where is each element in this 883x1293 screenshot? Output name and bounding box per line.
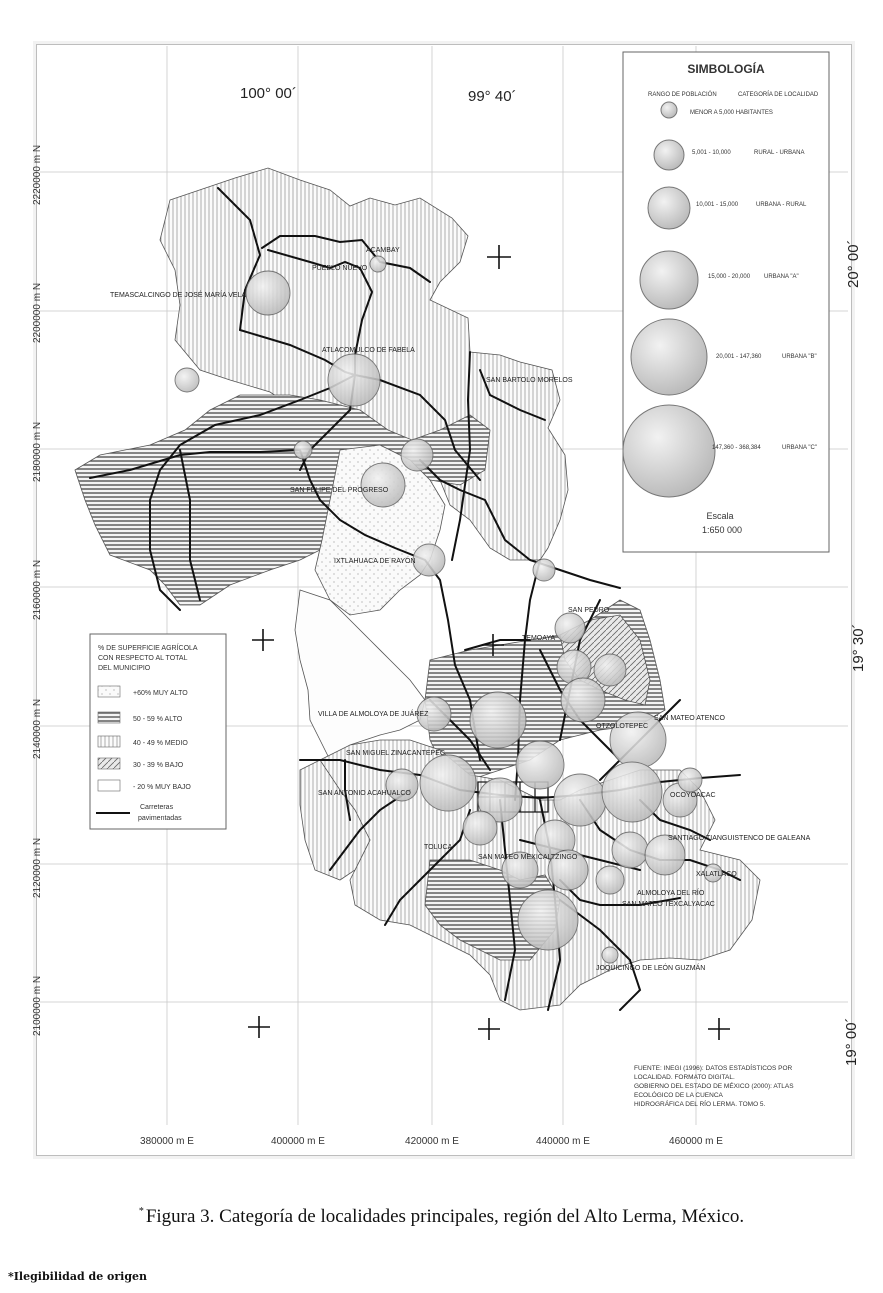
northing-label: 2160000 m N [32, 559, 43, 620]
lat-label-20: 20° 00´ [845, 239, 862, 288]
source-line: LOCALIDAD. FORMATO DIGITAL. [634, 1074, 735, 1081]
region-west-muybajo [295, 590, 425, 760]
legend-bubble [631, 319, 707, 395]
place-label: VILLA DE ALMOLOYA DE JUÁREZ [318, 711, 429, 718]
place-label: SAN MATEO MEXICALTZINGO [478, 854, 578, 861]
place-label: ALMOLOYA DEL RÍO [637, 890, 705, 897]
easting-label: 460000 m E [669, 1136, 723, 1147]
legend-swatch-muy-bajo [98, 780, 120, 791]
legend-category: URBANA "C" [782, 445, 817, 451]
simbologia-legend [623, 52, 829, 552]
place-label: XALATLACO [696, 871, 737, 878]
legend-swatch-bajo [98, 758, 120, 769]
caption-mark: * [138, 1206, 144, 1217]
legend-class-label: 50 - 59 % ALTO [133, 716, 183, 723]
easting-label: 380000 m E [140, 1136, 194, 1147]
place-label: SAN MATEO TEXCALYACAC [622, 901, 715, 908]
place-label: SAN BARTOLO MORELOS [486, 377, 573, 384]
place-label: TEMOAYA [522, 635, 556, 642]
agri-legend-title: % DE SUPERFICIE AGRÍCOLA [98, 645, 198, 652]
place-label: ACAMBAY [366, 247, 400, 254]
legend-bubble [654, 140, 684, 170]
source-line: HIDROGRÁFICA DEL RÍO LERMA. TOMO 5. [634, 1101, 766, 1108]
place-label: SANTIAGO TIANGUISTENCO DE GALEANA [668, 835, 811, 842]
source-line: FUENTE: INEGI (1996): DATOS ESTADÍSTICOS POR [634, 1065, 793, 1072]
lat-label-19: 19° 00´ [843, 1017, 860, 1066]
legend-bubble [661, 102, 677, 118]
legend-category: URBANA "A" [764, 274, 799, 280]
source-line: ECOLÓGICO DE LA CUENCA [634, 1092, 723, 1099]
legend-class-label: 40 - 49 % MEDIO [133, 740, 188, 747]
easting-label: 420000 m E [405, 1136, 459, 1147]
simbologia-col-right: CATEGORÍA DE LOCALIDAD [738, 92, 819, 98]
place-label: SAN MATEO ATENCO [654, 715, 725, 722]
northing-label: 2180000 m N [32, 421, 43, 482]
legend-bubble [640, 251, 698, 309]
legend-range: 15,000 - 20,000 [708, 274, 751, 280]
place-label: TEMASCALCINGO DE JOSÉ MARÍA VELA [110, 292, 247, 299]
source-line: GOBIERNO DEL ESTADO DE MÉXICO (2000): ATLAS [634, 1083, 794, 1090]
footnote: *Ilegibilidad de origen [8, 1270, 148, 1283]
legend-class-label: 30 - 39 % BAJO [133, 762, 184, 769]
legend-category: URBANA - RURAL [756, 202, 807, 208]
agri-legend [90, 634, 226, 829]
place-label: OTZOLOTEPEC [596, 723, 649, 730]
easting-label: 440000 m E [536, 1136, 590, 1147]
place-label: SAN PEDRO [568, 607, 610, 614]
scale-value: 1:650 000 [701, 525, 743, 535]
place-label: PUEBLO NUEVO [312, 265, 368, 272]
place-label: TOLUCA [424, 844, 453, 851]
legend-road-label: Carreteras [140, 804, 174, 811]
place-label: ATLACOMULCO DE FABELA [322, 347, 415, 354]
lon-label-9940: 99° 40´ [468, 88, 517, 105]
legend-bubble [648, 187, 690, 229]
legend-bubble [623, 405, 715, 497]
place-label: OCOYOACAC [670, 792, 716, 799]
place-label: SAN MIGUEL ZINACANTEPEC [346, 750, 445, 757]
lat-label-1930: 19° 30´ [850, 623, 867, 672]
northing-label: 2120000 m N [32, 837, 43, 898]
agri-legend-title: CON RESPECTO AL TOTAL [98, 655, 188, 662]
place-label: SAN ANTONIO ACAHUALCO [318, 790, 411, 797]
legend-range: 10,001 - 15,000 [696, 202, 739, 208]
easting-label: 400000 m E [271, 1136, 325, 1147]
legend-category: RURAL - URBANA [754, 150, 805, 156]
legend-class-label: - 20 % MUY BAJO [133, 784, 191, 791]
legend-range: 147,360 - 368,384 [712, 445, 761, 451]
northing-label: 2220000 m N [32, 144, 43, 205]
legend-range: 5,001 - 10,000 [692, 150, 731, 156]
legend-swatch-alto [98, 712, 120, 723]
place-label: IXTLAHUACA DE RAYÓN [334, 558, 416, 565]
simbologia-col-left: RANGO DE POBLACIÓN [648, 92, 717, 98]
legend-swatch-medio [98, 736, 120, 747]
lon-label-100: 100° 00´ [240, 85, 297, 102]
legend-range: 20,001 - 147,360 [716, 354, 762, 360]
caption-text: Figura 3. Categoría de localidades principales, región del Alto Lerma, México. [145, 1206, 745, 1227]
northing-label: 2200000 m N [32, 282, 43, 343]
place-label: JOQUICINGO DE LEÓN GUZMÁN [596, 965, 706, 972]
scale-label: Escala [706, 511, 734, 521]
simbologia-title: SIMBOLOGÍA [687, 62, 765, 76]
northing-labels [32, 145, 43, 1036]
legend-swatch-muy-alto [98, 686, 120, 697]
northing-label: 2100000 m N [32, 975, 43, 1036]
agri-legend-title: DEL MUNICIPIO [98, 665, 151, 672]
northing-label: 2140000 m N [32, 698, 43, 759]
legend-range: MENOR A 5,000 HABITANTES [690, 110, 773, 116]
legend-class-label: +60% MUY ALTO [133, 690, 188, 697]
figure-caption [0, 1206, 883, 1228]
source-notes [634, 1063, 794, 1108]
legend-category: URBANA "B" [782, 354, 817, 360]
legend-road-label: pavimentadas [138, 815, 182, 822]
place-label: SAN FELIPE DEL PROGRESO [290, 487, 389, 494]
easting-labels [140, 1136, 723, 1147]
